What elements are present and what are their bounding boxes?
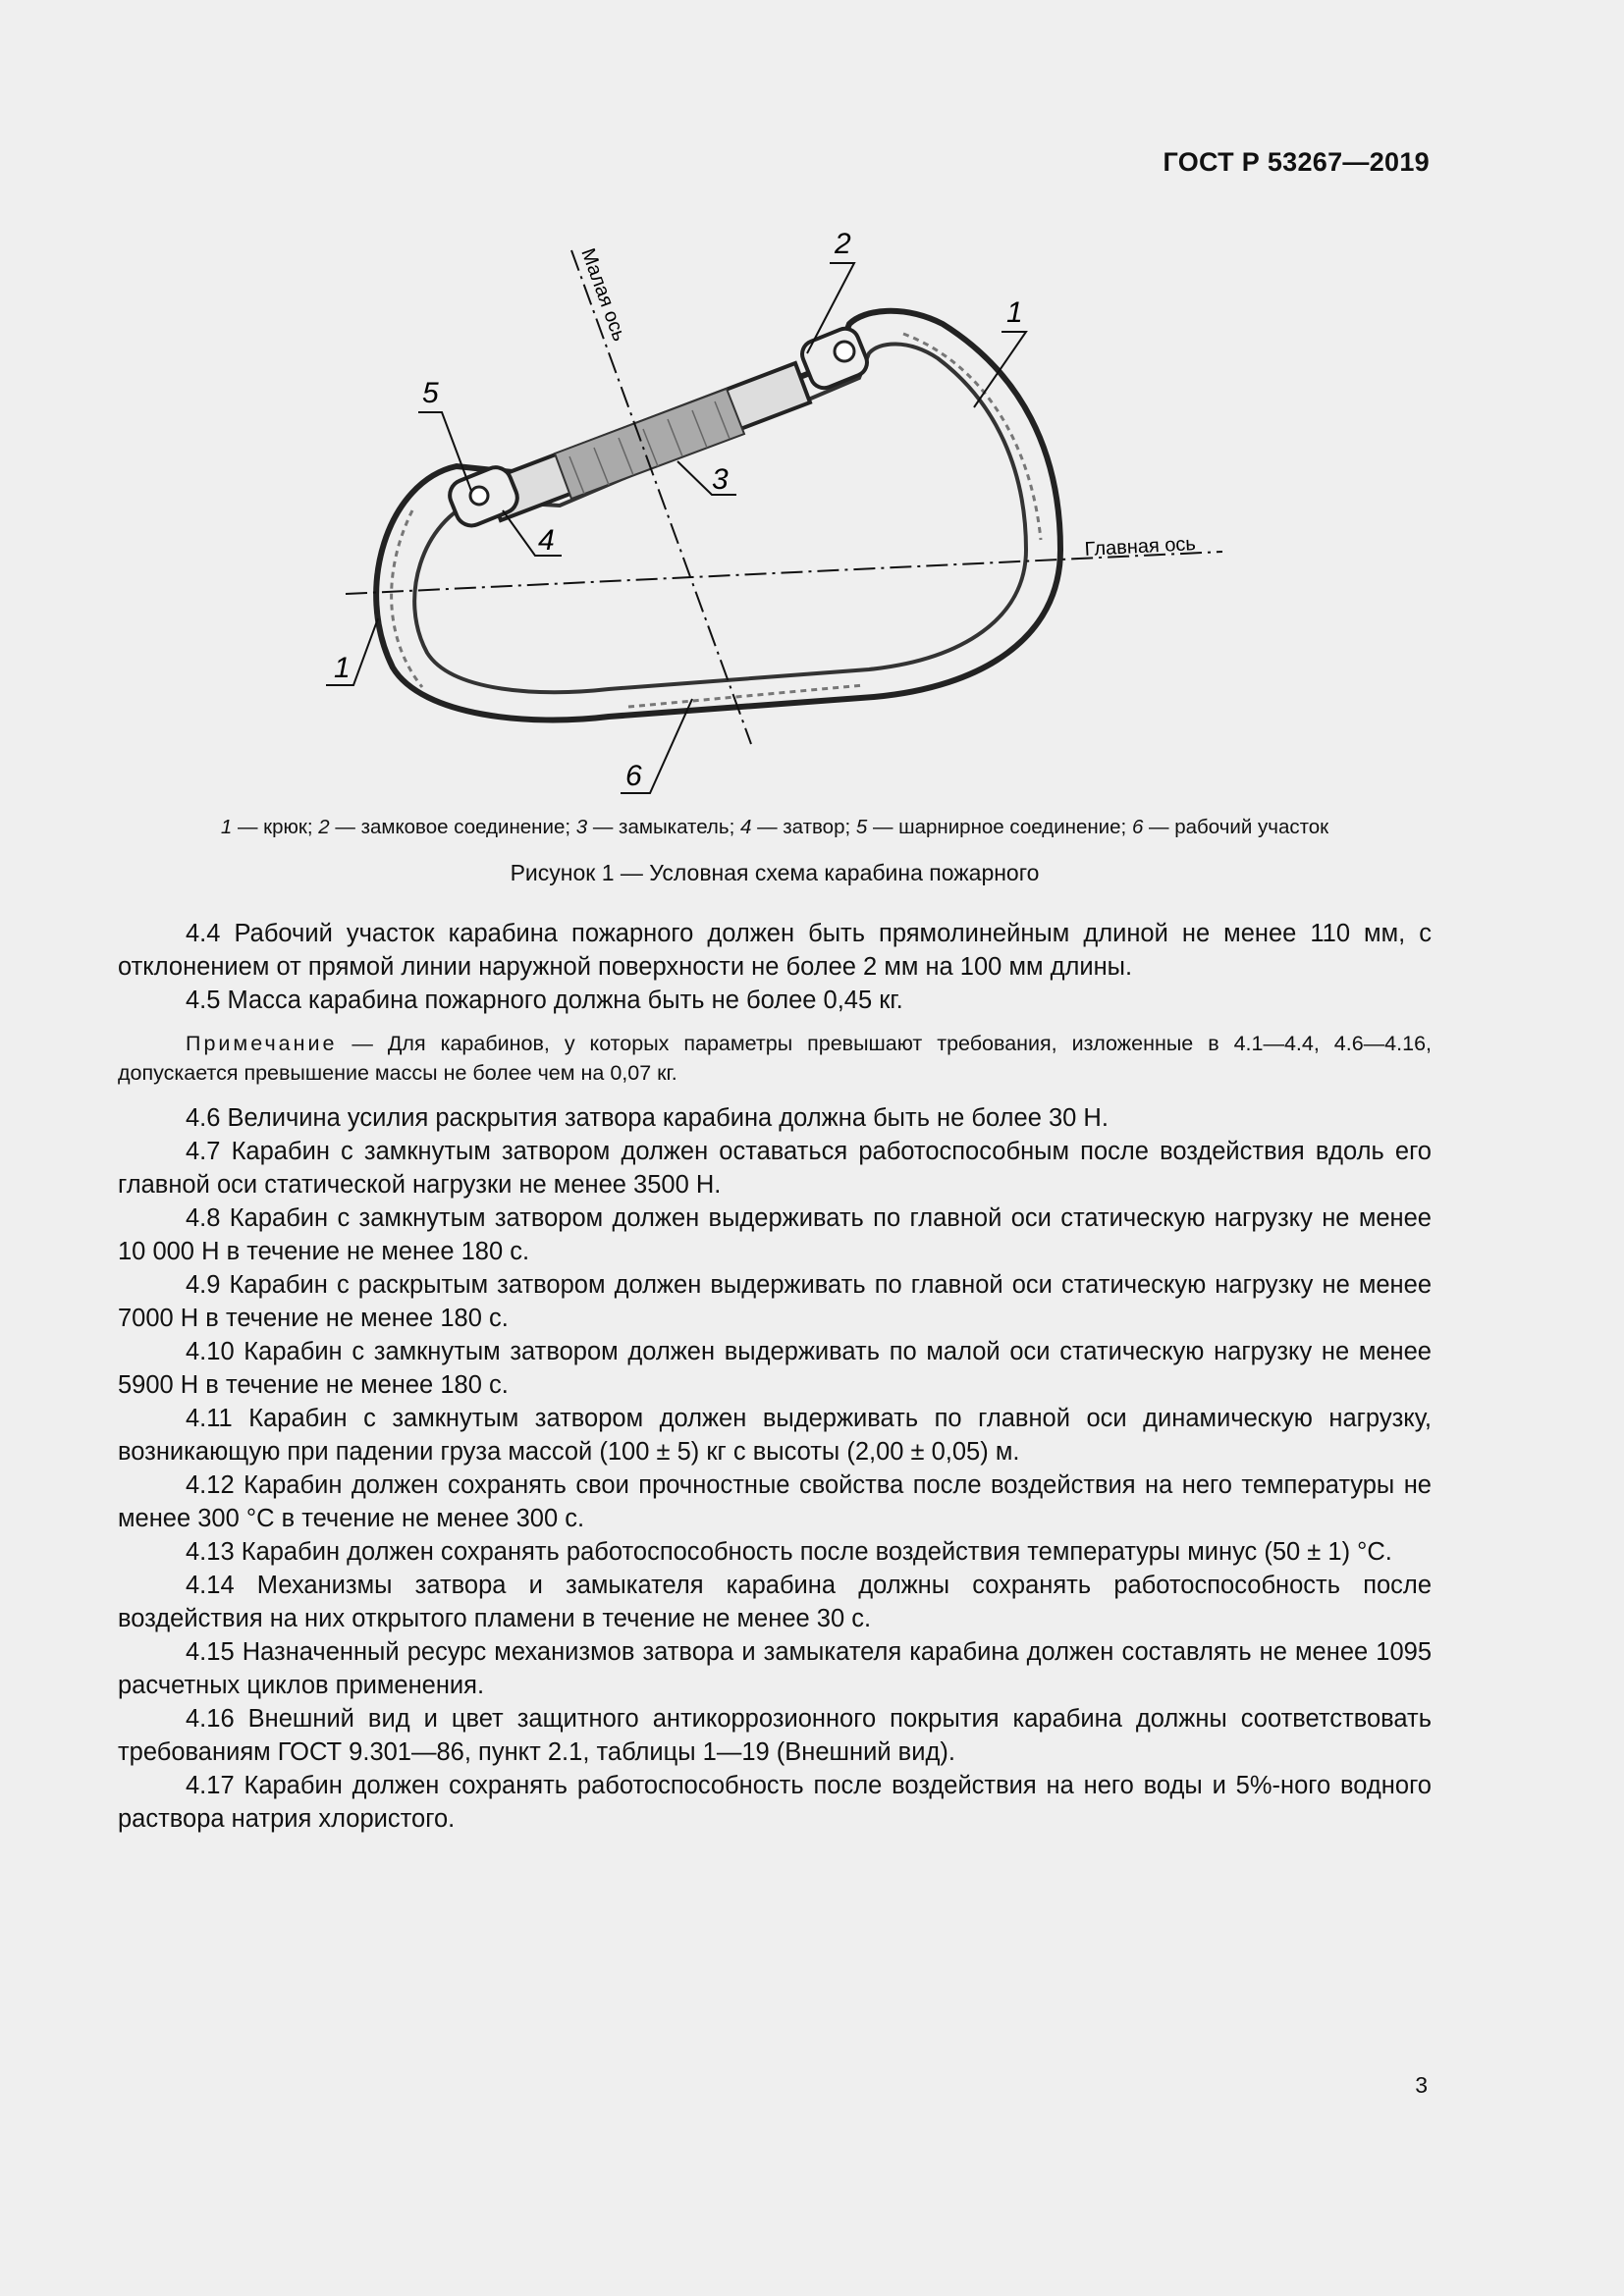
minor-axis (571, 250, 751, 744)
legend-num: 4 (739, 816, 752, 838)
paragraph-4-15: 4.15 Назначенный ресурс механизмов затвора и замыкателя карабина должен составлять не менее 1095 расчетных циклов применения. (118, 1638, 1432, 1699)
callout-6: 6 (625, 760, 642, 792)
legend-text: — замковое соединение; (329, 816, 576, 838)
page-number: 3 (1415, 2072, 1428, 2098)
carabiner-gate (445, 325, 871, 531)
paragraph-4-17: 4.17 Карабин должен сохранять работоспособность после воздействия на него воды и 5%-ного водного раствора натрия хлористого. (118, 1772, 1432, 1833)
callout-5: 5 (422, 377, 439, 409)
figure-legend (118, 816, 1432, 839)
legend-num: 3 (575, 816, 588, 838)
paragraph-4-4: 4.4 Рабочий участок карабина пожарного должен быть прямолинейным длиной не менее 110 мм, с отклонением от прямой линии наружной поверхности не более 2 мм на 100 мм длины. (118, 920, 1432, 981)
minor-axis-label: Малая ось (576, 245, 630, 345)
callout-1-top: 1 (1006, 296, 1023, 329)
legend-text: — шарнирное соединение; (867, 816, 1132, 838)
callout-3: 3 (712, 463, 729, 496)
carabiner-drawing (314, 216, 1237, 805)
note (118, 1029, 1432, 1088)
legend-num: 2 (318, 816, 330, 838)
paragraph-4-9: 4.9 Карабин с раскрытым затвором должен выдерживать по главной оси статическую нагрузку не менее 7000 Н в течение не менее 180 с. (118, 1271, 1432, 1332)
figure-caption: Рисунок 1 — Условная схема карабина пожарного (510, 860, 1040, 885)
note-label: Примечание (186, 1032, 338, 1055)
legend-num: 5 (855, 816, 868, 838)
paragraph-4-7: 4.7 Карабин с замкнутым затвором должен оставаться работоспособным после воздействия вдоль его главной оси статической нагрузки не менее 3500 Н. (118, 1138, 1432, 1199)
carabiner-figure (314, 216, 1237, 805)
legend-num: 6 (1131, 816, 1144, 838)
document-number: ГОСТ Р 53267—2019 (1163, 147, 1430, 177)
legend-text: — рабочий участок (1143, 816, 1329, 838)
legend-num: 1 (220, 816, 233, 838)
paragraph-4-8: 4.8 Карабин с замкнутым затвором должен выдерживать по главной оси статическую нагрузку не менее 10 000 Н в течение не менее 180 с. (118, 1204, 1432, 1265)
paragraph-4-14: 4.14 Механизмы затвора и замыкателя карабина должны сохранять работоспособность после воздействия на них открытого пламени в течение не менее 30 с. (118, 1572, 1432, 1632)
paragraph-4-16: 4.16 Внешний вид и цвет защитного антикоррозионного покрытия карабина должны соответствовать требованиям ГОСТ 9.301—86, пункт 2.1, таблицы 1—19 (Внешний вид). (118, 1705, 1432, 1766)
callout-2: 2 (835, 228, 851, 260)
callout-1-left: 1 (334, 652, 351, 684)
paragraph-4-10: 4.10 Карабин с замкнутым затвором должен выдерживать по малой оси статическую нагрузку не менее 5900 Н в течение не менее 180 с. (118, 1338, 1432, 1399)
legend-text: — крюк; (232, 816, 319, 838)
paragraph-4-11: 4.11 Карабин с замкнутым затвором должен выдерживать по главной оси динамическую нагрузку, возникающую при падении груза массой (100 ± 5) кг с высоты (2,00 ± 0,05) м. (118, 1405, 1432, 1466)
paragraph-4-5: 4.5 Масса карабина пожарного должна быть не более 0,45 кг. (186, 987, 903, 1014)
legend-text: — замыкатель; (587, 816, 740, 838)
body-text (118, 917, 1432, 1836)
major-axis-label: Главная ось (1084, 533, 1197, 561)
callout-4: 4 (538, 524, 555, 557)
paragraph-4-6: 4.6 Величина усилия раскрытия затвора карабина должна быть не более 30 Н. (186, 1104, 1109, 1132)
legend-text: — затвор; (751, 816, 856, 838)
paragraph-4-13: 4.13 Карабин должен сохранять работоспособность после воздействия температуры минус (50 ± 1) °С. (186, 1538, 1392, 1566)
paragraph-4-12: 4.12 Карабин должен сохранять свои прочностные свойства после воздействия на него температуры не менее 300 °С в течение не менее 300 с. (118, 1471, 1432, 1532)
note-text: — Для карабинов, у которых параметры превышают требования, изложенные в 4.1—4.4, 4.6—4.16, допускается превышение массы не более чем на 0,07 кг. (118, 1032, 1432, 1085)
